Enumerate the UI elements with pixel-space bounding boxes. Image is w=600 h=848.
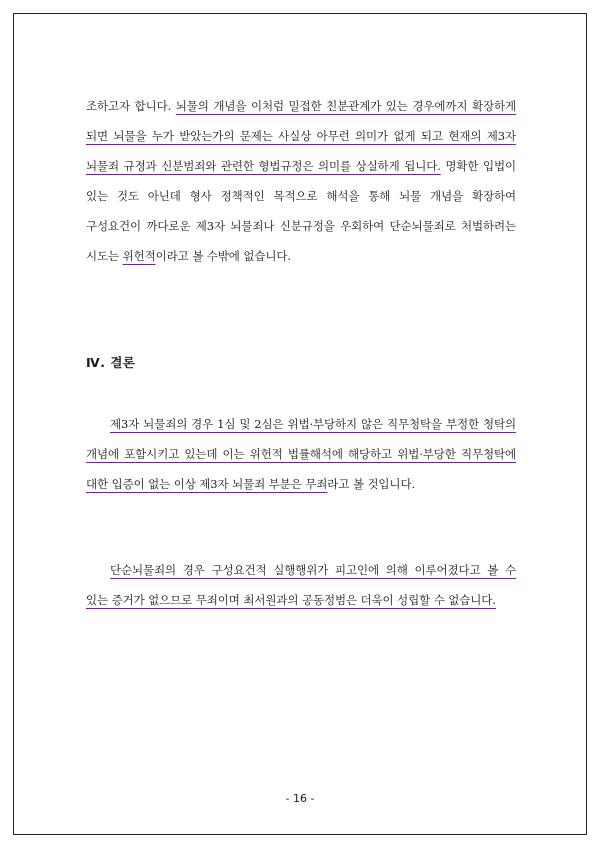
underlined-text: 위헌적 xyxy=(122,249,156,263)
underlined-text: 제3자 뇌물죄의 경우 1심 및 2심은 위법·부당하지 않은 직무청탁을 부정한 청탁의 개념에 포함시키고 있는데 이는 위헌적 법률해석에 해당하고 위법·부당한 직무청탁에 대한 입증이 없는 이상 제3자 뇌물죄 부분은 무죄 xyxy=(86,417,516,491)
paragraph-lead-text: 조하고자 합니다. xyxy=(86,99,176,113)
section-heading: Ⅳ. 결론 xyxy=(86,355,136,370)
underlined-text: 뇌물의 개념을 이처럼 밀접한 친분관계가 있는 경우에까지 확장하게 되면 뇌물을 누가 받았는가의 문제는 사실상 아무런 의미가 없게 되고 현재의 제3자 뇌물죄 규정과 신분범죄와 관련한 형법규정은 의미를 상실하게 됩니다. xyxy=(86,99,517,173)
paragraph-middle-text: 명확한 입법이 있는 것도 아닌데 형사 정책적인 목적으로 해석을 통해 뇌물 개념을 확장하여 구성요건이 까다로운 제3자 뇌물죄나 신분규정을 우회하여 단순뇌물죄로 처벌하려는 시도는 xyxy=(86,159,517,263)
paragraph-tail-text: 이라고 볼 수밖에 없습니다. xyxy=(155,249,291,263)
paragraph-third-party-bribery xyxy=(86,409,516,499)
page-number: - 16 - xyxy=(285,792,315,805)
paragraph-tail-text: 라고 볼 것입니다. xyxy=(327,477,416,491)
paragraph-conclusion-preamble xyxy=(86,91,516,271)
paragraph-simple-bribery xyxy=(86,555,516,615)
underlined-text: 단순뇌물죄의 경우 구성요건적 실행행위가 피고인에 의해 이루어졌다고 볼 수 있는 증거가 없으므로 무죄이며 최서원과의 공동정범은 더욱이 성립할 수 없습니다. xyxy=(86,563,516,607)
